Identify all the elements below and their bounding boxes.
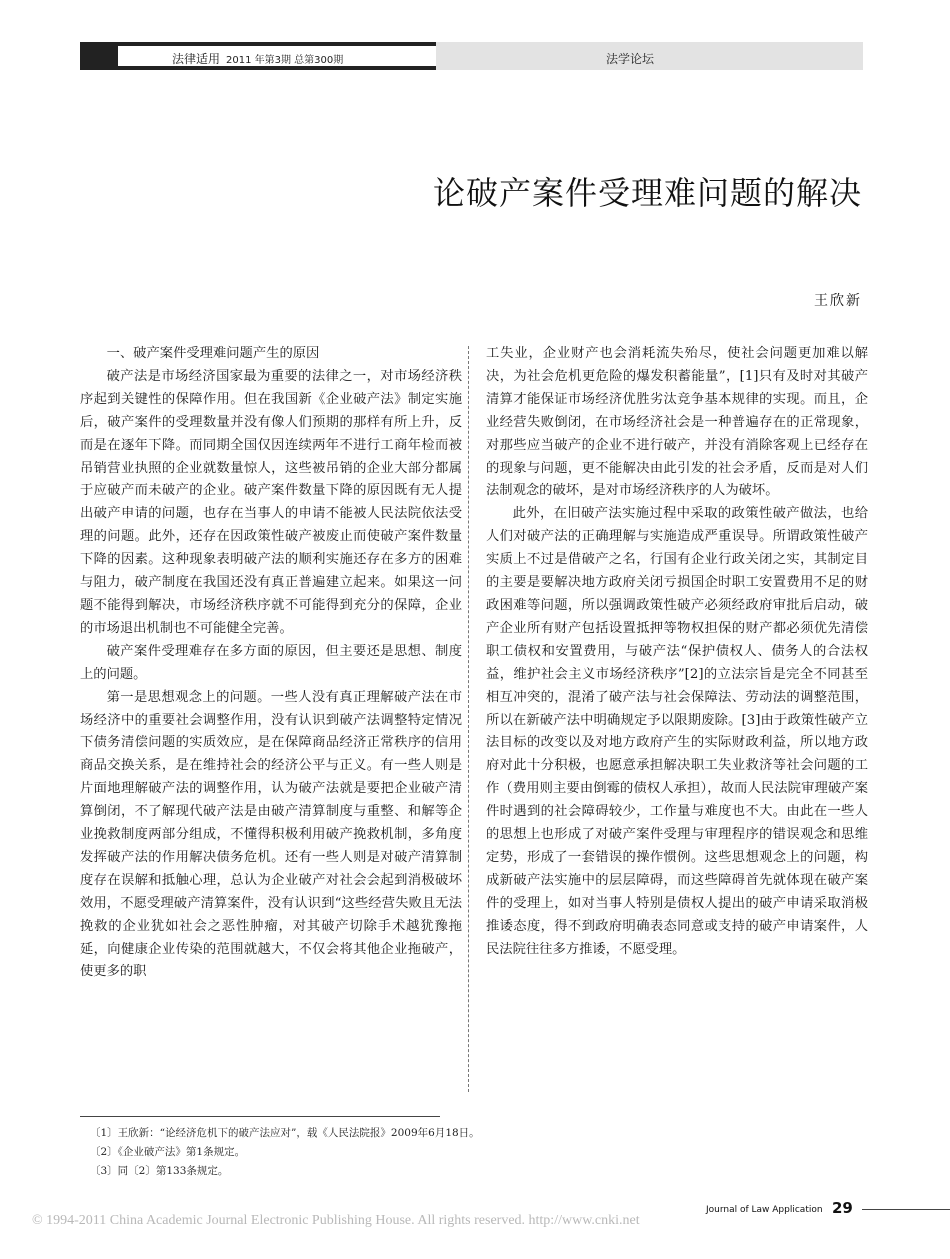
- paragraph: 破产案件受理难存在多方面的原因，但主要还是思想、制度上的问题。: [80, 643, 462, 682]
- left-column: [80, 343, 462, 984]
- footnote-2: 〔2〕《企业破产法》第1条规定。: [90, 1146, 246, 1158]
- footnote-1: 〔1〕王欣新：“论经济危机下的破产法应对”，载《人民法院报》2009年6月18日。: [90, 1127, 480, 1139]
- footnote-3: 〔3〕同〔2〕第133条规定。: [90, 1165, 229, 1177]
- header-right-bar: [436, 42, 863, 70]
- header-journal: [172, 50, 343, 67]
- header-journal-name: 法律适用: [172, 52, 221, 66]
- page-number: 29: [832, 1199, 853, 1217]
- article-title: 论破产案件受理难问题的解决: [432, 174, 862, 212]
- paragraph: 第一是思想观念上的问题。一些人没有真正理解破产法在市场经济中的重要社会调整作用，没有认识到破产法调整特定情况下债务清偿问题的实质效应，是在保障商品经济正常秩序的信用商品交换关系，是在维持社会的经济公平与正义。有一些人则是片面地理解破产法的调整作用，认为破产法就是要把企业破产清算倒闭，不了解现代破产法是由破产清算制度与重整、和解等企业挽救制度两部分组成，不懂得积极利用破产挽救机制，多角度发挥破产法的作用解决债务危机。还有一些人则是对破产清算制度存在误解和抵触心理，总认为企业破产对社会会起到消极破坏效用，不愿受理破产清算案件，没有认识到“这些经营失败且无法挽救的企业犹如社会之恶性肿瘤，对其破产切除手术越犹豫拖延，向健康企业传染的范围就越大，不仅会将其他企业拖破产，使更多的职: [80, 689, 462, 980]
- column-divider: [468, 346, 469, 1092]
- header-section: 法学论坛: [606, 52, 655, 66]
- footnotes: [90, 1124, 850, 1181]
- header-issue: 2011 年第3期 总第300期: [226, 55, 344, 66]
- footer-journal: Journal of Law Application: [706, 1205, 823, 1215]
- paragraph: 此外，在旧破产法实施过程中采取的政策性破产做法，也给人们对破产法的正确理解与实施造成严重误导。所谓政策性破产实质上不过是借破产之名，行国有企业行政关闭之实，其制定目的主要是要解决地方政府关闭亏损国企时职工安置费用不足的财政困难等问题，所以强调政策性破产必须经政府审批后启动，破产企业所有财产包括设置抵押等物权担保的财产都必须优先清偿职工债权和安置费用，与破产法“保护债权人、债务人的合法权益，维护社会主义市场经济秩序”[2]的立法宗旨是完全不同甚至相互冲突的，混淆了破产法与社会保障法、劳动法的调整范围，所以在新破产法中明确规定予以限期废除。[3]由于政策性破产立法目标的改变以及对地方政府产生的实际财政利益，所以地方政府对此十分积极，也愿意承担解决职工失业救济等社会问题的工作（费用则主要由倒霉的债权人承担），故而人民法院审理破产案件时遇到的社会障碍较少，工作量与难度也不大。由此在一些人的思想上也形成了对破产案件受理与审理程序的错误观念和思维定势，形成了一套错误的操作惯例。这些思想观念上的问题，构成新破产法实施中的层层障碍，而这些障碍首先就体现在破产案件的受理上，如对当事人特别是债权人提出的破产申请采取消极推诿态度，得不到政府明确表态同意或支持的破产申请案件，人民法院往往多方推诿，不愿受理。: [486, 506, 868, 957]
- running-header: [80, 42, 863, 70]
- copyright-watermark: © 1994-2011 China Academic Journal Electronic Publishing House. All rights reserved. http://www.cnki.net: [32, 1213, 640, 1228]
- right-column: [486, 343, 868, 961]
- footnote-rule: [80, 1116, 440, 1117]
- footer-rule: [862, 1209, 950, 1210]
- paragraph: 破产法是市场经济国家最为重要的法律之一，对市场经济秩序起到关键性的保障作用。但在我国新《企业破产法》制定实施后，破产案件的受理数量并没有像人们预期的那样有所上升，反而是在逐年下降。而同期全国仅因连续两年不进行工商年检而被吊销营业执照的企业就数量惊人，这些被吊销的企业大部分都属于应破产而未破产的企业。破产案件数量下降的原因既有无人提出破产申请的问题，也存在当事人的申请不能被人民法院依法受理的问题。此外，还存在因政策性破产被废止而使破产案件数量下降的因素。这种现象表明破产法的顺利实施还存在多方的困难与阻力，破产制度在我国还没有真正普遍建立起来。如果这一问题不能得到解决，市场经济秩序就不可能得到充分的保障，企业的市场退出机制也不可能健全完善。: [80, 368, 462, 636]
- paragraph: 工失业，企业财产也会消耗流失殆尽，使社会问题更加难以解决，为社会危机更危险的爆发积蓄能量”，[1]只有及时对其破产清算才能保证市场经济优胜劣汰竞争基本规律的实现。而且，企业经营失败倒闭，在市场经济社会是一种普遍存在的正常现象，对那些应当破产的企业不进行破产，并没有消除客观上已经存在的现象与问题，更不能解决由此引发的社会矛盾，反而是对人们法制观念的破坏，是对市场经济秩序的人为破坏。: [486, 346, 868, 499]
- article-author: 王欣新: [814, 293, 862, 309]
- header-left-bar: [80, 42, 436, 70]
- section-heading: 一、破产案件受理难问题产生的原因: [106, 346, 320, 361]
